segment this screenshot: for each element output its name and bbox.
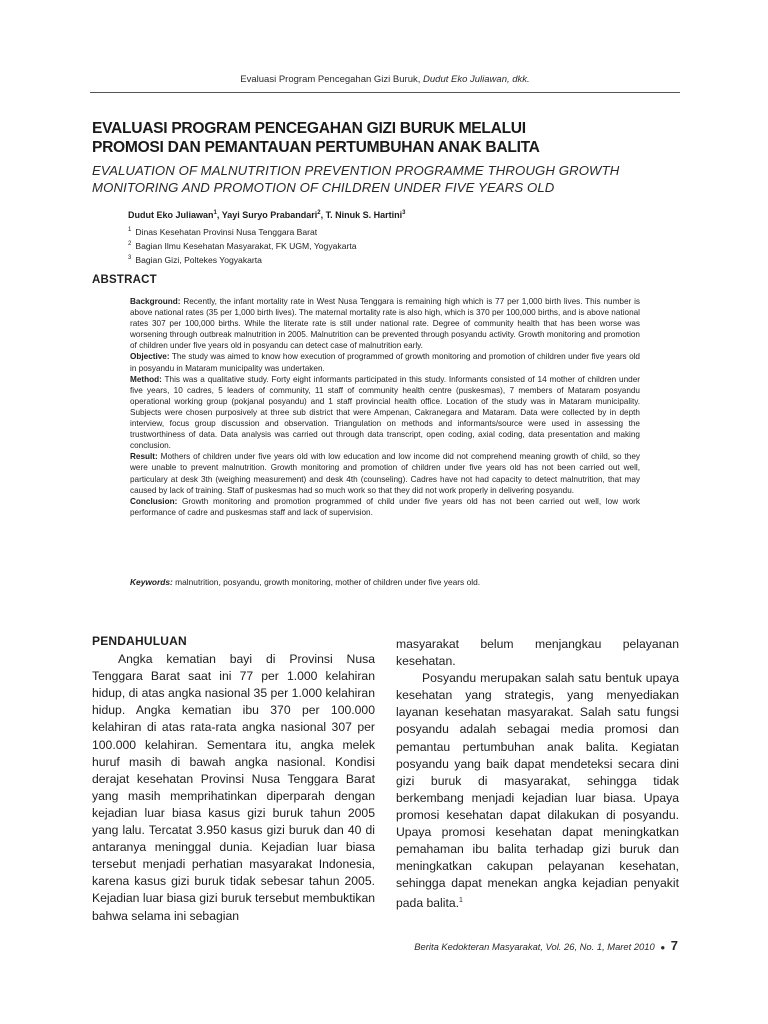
reference-marker: 1 [459, 897, 463, 905]
abstract-result: Result: Mothers of children under five years old with low education and low income did not comprehend meaning growth of child, so they were unable to prevent malnutrition. Growth monitoring and promotion of children under five years old has not been carried out well, particulary at desk 3th (weighing measurement) and desk 4th (counseling). Cadres have not had capacity to detect malnutrition, that may caused by lack of training. Staff of puskesmas had so much work so that they did not work properly in delivering posyandu. [130, 452, 640, 495]
title-line-2: PROMOSI DAN PEMANTAUAN PERTUMBUHAN ANAK BALITA [92, 139, 540, 156]
affiliation-list [128, 224, 357, 266]
keywords [130, 577, 640, 587]
journal-citation: Berita Kedokteran Masyarakat, Vol. 26, No. 1, Maret 2010 [414, 941, 655, 952]
keywords-label: Keywords: [130, 577, 173, 587]
body-paragraph-continued: masyarakat belum menjangkau pelayanan kesehatan. [396, 637, 679, 669]
body-column-left [92, 633, 375, 925]
section-heading: PENDAHULUAN [92, 634, 187, 648]
running-head-authors: Dudut Eko Juliawan, dkk. [423, 74, 530, 85]
keywords-text: malnutrition, posyandu, growth monitoring, mother of children under five years old. [172, 577, 481, 587]
author-2-affil: 2 [317, 210, 321, 216]
running-head [90, 74, 680, 85]
subtitle-line-2: MONITORING AND PROMOTION OF CHILDREN UNDER FIVE YEARS OLD [92, 180, 555, 195]
author-3-affil: 3 [402, 210, 406, 216]
abstract-objective: Objective: The study was aimed to know how execution of programmed of growth monitoring and promotion of children under five years old in posyandu in Mataram municipality was undertaken. [130, 352, 640, 373]
page-footer [414, 938, 678, 953]
author-1-affil: 1 [213, 210, 217, 216]
page-number: 7 [670, 938, 678, 953]
abstract-background: Background: Recently, the infant mortality rate in West Nusa Tenggara is remaining high which is 77 per 1,000 birth lives. This number is above national rates (35 per 1,000 birth lives). The maternal mortality rate is also high, which is 370 per 100,000 births, and is above national rates 307 per 100,000 births. While the literate rate is still under national rate. Degree of community health that has been worse was worsening through outbreak malnutrition in 2005. Malnutrition can be prevented through posyandu activity. Growth monitoring and promotion of children under five years old in posyandu can detect case of malnutrition early. [130, 297, 640, 351]
abstract-heading: ABSTRACT [92, 274, 157, 286]
body-paragraph: Angka kematian bayi di Provinsi Nusa Tenggara Barat saat ini 77 per 1.000 kelahiran hidup, di atas angka nasional 35 per 1.000 kelahiran hidup. Angka kematian ibu 370 per 100.000 kelahiran di atas rata-rata angka nasional 307 per 100.000 kelahiran. Sementara itu, angka melek huruf masih di bawah angka nasional. Kondisi derajat kesehatan Provinsi Nusa Tenggara Barat yang masih memprihatinkan diperparah dengan kejadian luar biasa kasus gizi buruk tahun 2005 yang lalu. Tercatat 3.950 kasus gizi buruk dan 40 di antaranya meninggal dunia. Kejadian luar biasa tersebut menjadi perhatian masyarakat Indonesia, karena kasus gizi buruk tidak sebesar tahun 2005. Kejadian luar biasa gizi buruk tersebut membuktikan bahwa selama ini sebagian [92, 652, 375, 923]
author-2: Yayi Suryo Prabandari [221, 210, 318, 220]
header-rule [90, 92, 680, 93]
abstract-method: Method: This was a qualitative study. Forty eight informants participated in this study. Informants consisted of 14 mother of children under five years, 10 cadres, 5 leaders of community, 11 staff of community health centre (puskesmas), 7 members of Mataram posyandu operational working group (pokjanal posyandu) and 1 staff provincial health office. Location of the study was in Mataram municipality. Subjects were chosen purposively at three sub district that were Ampenan, Cakranegara and Mataram. Data were collected by in depth interview, focus group discussion and observation. Triangulation on methods and informants/source were used in assessing the trustworthiness of data. Data analysis was carried out through data transcript, open coding, axial coding, data presentation and making conclusion. [130, 374, 640, 451]
body-column-right [396, 636, 679, 913]
author-3: T. Ninuk S. Hartini [325, 210, 403, 220]
author-1: Dudut Eko Juliawan [128, 210, 214, 220]
affiliation-item: $^3$ Bagian Gizi, Poltekes Yogyakarta [128, 254, 262, 265]
affiliation-item: $^2$ Bagian Ilmu Kesehatan Masyarakat, FK UGM, Yogyakarta [128, 240, 357, 251]
author-list: Dudut Eko Juliawan$^1$, Yayi Suryo Prabandari$^2$, T. Ninuk S. Hartini$^3$ [128, 210, 406, 220]
title-line-1: EVALUASI PROGRAM PENCEGAHAN GIZI BURUK MELALUI [92, 120, 526, 137]
abstract-body [130, 296, 640, 518]
affiliation-item: $^1$ Dinas Kesehatan Provinsi Nusa Tenggara Barat [128, 226, 318, 237]
bullet-icon: ● [660, 943, 666, 952]
body-paragraph: Posyandu merupakan salah satu bentuk upaya kesehatan yang strategis, yang menyediakan layanan kesehatan masyarakat. Salah satu fungsi posyandu adalah sebagai media promosi dan pemantau pertumbuhan anak balita. Kegiatan posyandu yang baik dapat mendeteksi secara dini gizi buruk di masyarakat, sehingga tidak berkembang menjadi kejadian luar biasa. Upaya promosi kesehatan dapat dilakukan di posyandu. Upaya promosi kesehatan dapat meningkatkan pemahaman ibu balita terhadap gizi buruk dan meningkatkan cakupan pelayanan kesehatan, sehingga dapat menekan angka kejadian penyakit pada balita.$^1$ [396, 671, 679, 911]
abstract-conclusion: Conclusion: Growth monitoring and promotion programmed of child under five years old has not been carried out well, low work performance of cadre and puskesmas staff and lack of supervision. [130, 496, 640, 517]
article-subtitle-english [92, 162, 682, 196]
subtitle-line-1: EVALUATION OF MALNUTRITION PREVENTION PROGRAMME THROUGH GROWTH [92, 163, 620, 178]
running-head-title: Evaluasi Program Pencegahan Gizi Buruk, [240, 74, 421, 85]
article-title [92, 119, 682, 157]
